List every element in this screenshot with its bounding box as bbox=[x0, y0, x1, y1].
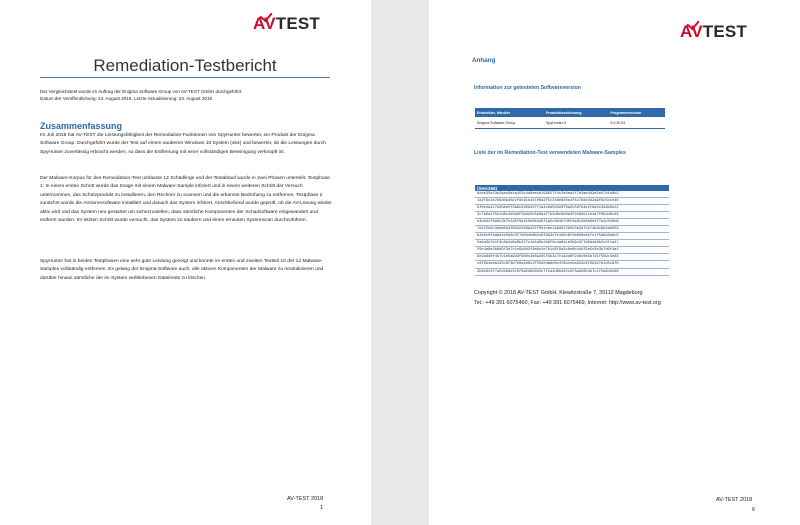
table-row bbox=[475, 240, 669, 247]
table-cell: Enigma Software Group bbox=[475, 117, 544, 129]
sample-hash: 8e2a6d0f4b7c1e5a9d3f6b0c4e8a2d5f9b3c7e1a4d8f2b6c0e3a7d1f5b9c4e83 bbox=[475, 254, 669, 261]
table-cell: SpyHunter 5 bbox=[544, 117, 608, 129]
footer-org: AV-TEST 2018 bbox=[716, 497, 753, 503]
table-row bbox=[475, 117, 665, 129]
checkmark-icon bbox=[259, 9, 272, 23]
samples-heading: Liste der im Remediation-Test verwendeten Malware-Samples bbox=[474, 150, 626, 156]
table-row bbox=[475, 268, 669, 275]
appendix-heading: Anhang bbox=[472, 57, 496, 64]
sample-hash: c6f0b4e8a1d5c9f3b7e0a4d8c2f5b9e3a6d0c4f8b1e5a9d2c6f0b3e7a1d5c9f6 bbox=[475, 261, 669, 268]
table-row bbox=[475, 233, 669, 240]
copyright-line: Copyright © 2018 AV-TEST GmbH, Klewitzstraße 7, 39112 Magdeburg bbox=[474, 290, 643, 296]
sample-hash: 7d1f5b9c3e6a0d4f8b2c5e9a3d7f0b4c8e1a6d9f2b5c0e3a7d1f4b8c6e2a9d53 bbox=[475, 226, 669, 233]
page-title: Remediation-Testbericht bbox=[93, 56, 277, 75]
sample-hash: 3c7a9e2f5b1d8c4e6a0f3b9d2c5e8a1f7b4d0c6e9a3f2b8d5c1e4a7f0b3d6c94 bbox=[475, 212, 669, 219]
sample-hash: 2b6e9c3f7a0d4b8e1c5f9a2d6b0e3c7f1a4d8b2e5c9f3a6d0b4e7c1f5a8d2b99 bbox=[475, 268, 669, 275]
table-row bbox=[475, 261, 669, 268]
page-number: 1 bbox=[320, 505, 324, 511]
table-row bbox=[475, 219, 669, 226]
table-row bbox=[475, 247, 669, 254]
summary-paragraph-2: Der Malware-Korpus für den Remediation-Test umfasste 12 Schädlinge und der Testablauf wurde in zwei Phasen unterteilt. Testphase 1: In einem ersten Schritt wurde das Image mit einem Malware-Sample infiziert und in einem weiteren Schritt der Versuch unternommen, das Schutzprodukt zu installieren, den Rechner zu scannen und die erkannte Bedrohung zu entfernen. Testphase 2 zunächst wurde die Antivirensoftware installiert und danach das System infiziert. Anschließend wurde geprüft, ob die AV-Lösung wieder aktiv wird und das System neu gestartet um sicherzustellen, dass sämtliche Komponenten der Schadsoftware eingewandert und entfernt wurden. Im letzten Schritt wurde versucht, das System zu säubern und einen erneuten Systemscan durchzuführen. bbox=[40, 176, 332, 224]
av-test-logo: AV TEST bbox=[253, 14, 320, 34]
av-test-logo: AV TEST bbox=[680, 22, 747, 42]
sample-hash: 9f0e4a1c7d2b8e5f3a6c9d0b2e7f1a4c8d5b3e6f9a2c0d7b4e1f8a5c3d6b9e21 bbox=[475, 205, 669, 212]
table-row bbox=[475, 205, 669, 212]
sample-hash: e4b8d2f6a0c3e7b1d5f9a2c6e0b4d8f1a5c9e3b7d0f4a8c2e6b9d3f7a1c5e0b8 bbox=[475, 219, 669, 226]
product-table-header: Entwickler, Händler bbox=[475, 108, 544, 117]
product-table-header: Produktbezeichnung bbox=[544, 108, 608, 117]
summary-heading: Zusammenfassung bbox=[40, 121, 123, 131]
table-row bbox=[475, 198, 669, 205]
hash-table-header: (SHA256) bbox=[475, 185, 669, 191]
footer-org: AV-TEST 2018 bbox=[287, 496, 324, 502]
sample-hash: b2e6c0f4a8d1e5b9c3f7a0d4e8b2c6f9a3d7e1b5c8f2a6d0e4b7c1f5a9d3e6c0 bbox=[475, 233, 669, 240]
table-row bbox=[475, 226, 669, 233]
product-table-header: Programmversion bbox=[608, 108, 665, 117]
sample-hash: 5a9d3e7b1f4c8a2d6e0b3f7c1a5d9e2b6f0c4a8d1e5b9c3f7a0d4e8b2c6f1a47 bbox=[475, 240, 669, 247]
intro-line: Der Vergleichstest wurde im Auftrag der Enigma Software Group von AV-TEST GmbH durchgeführt. bbox=[40, 89, 243, 94]
sample-hash: f0c4a8e2b6d9f3a7c1e5b8d2f6a0c4e7b1d5f9a3c6e0b4d8f2a5c9e3b7d0f4a2 bbox=[475, 247, 669, 254]
table-cell: 5.0.30.51 bbox=[608, 117, 665, 129]
table-row bbox=[475, 254, 669, 261]
sample-hash: 6cbe35e43e2aac8a4a153c4d8ea4b299627f4c2e6ea1f7e2ae4d3e5e97d1b8b2 bbox=[475, 191, 669, 198]
title-divider bbox=[40, 77, 330, 78]
sample-hash-table bbox=[475, 185, 669, 276]
contact-line: Tel.: +49 391 6075460, Fax: +49 391 6075469, Internet: http://www.av-test.org bbox=[474, 299, 661, 306]
product-info-heading: Information zur getesteten Softwareversion bbox=[474, 85, 581, 91]
report-page-1 bbox=[0, 0, 371, 525]
product-table bbox=[475, 108, 665, 129]
summary-paragraph-1: Im Juli 2018 hat AV-TEST die Leistungsfähigkeit der Remediation-Funktionen von SpyHunter bewertet, ein Produkt der Enigma Software Group. Durchgeführt wurde der Test auf einem sauberen Windows 10 System (x64) und bewertet, ob die Leistungen durch SpyHunter zuverlässig erbracht werden, so dass die Entfernung mit einer vollständigen Bereinigung verknüpft ist. bbox=[40, 133, 326, 155]
sample-hash: 1a2f9c3e7b6d0a45e2f8c91b4d7e6a3f5c2b8e9d0a1f4c7b6e3d2a9f8c5b1e40 bbox=[475, 198, 669, 205]
page-number: 6 bbox=[752, 507, 756, 513]
copyright-block bbox=[474, 289, 704, 308]
intro-line: Datum der Veröffentlichung: 24. August 2018, Letzte Aktualisierung: 24. August 2018 bbox=[40, 95, 213, 101]
report-intro bbox=[40, 89, 335, 102]
summary-paragraph-3: SpyHunter hat in beiden Testphasen eine sehr gute Leistung gezeigt und konnte im ersten und zweiten Testteil 10 der 12 Malware-Samples vollständig entfernen. Es gelang der Enigma-Software auch, alle aktiven Komponenten der Malware zu neutralisieren und darüber hinaus sämtliche der im System verbliebenen Dateireste zu löschen. bbox=[40, 259, 324, 281]
table-row bbox=[475, 212, 669, 219]
